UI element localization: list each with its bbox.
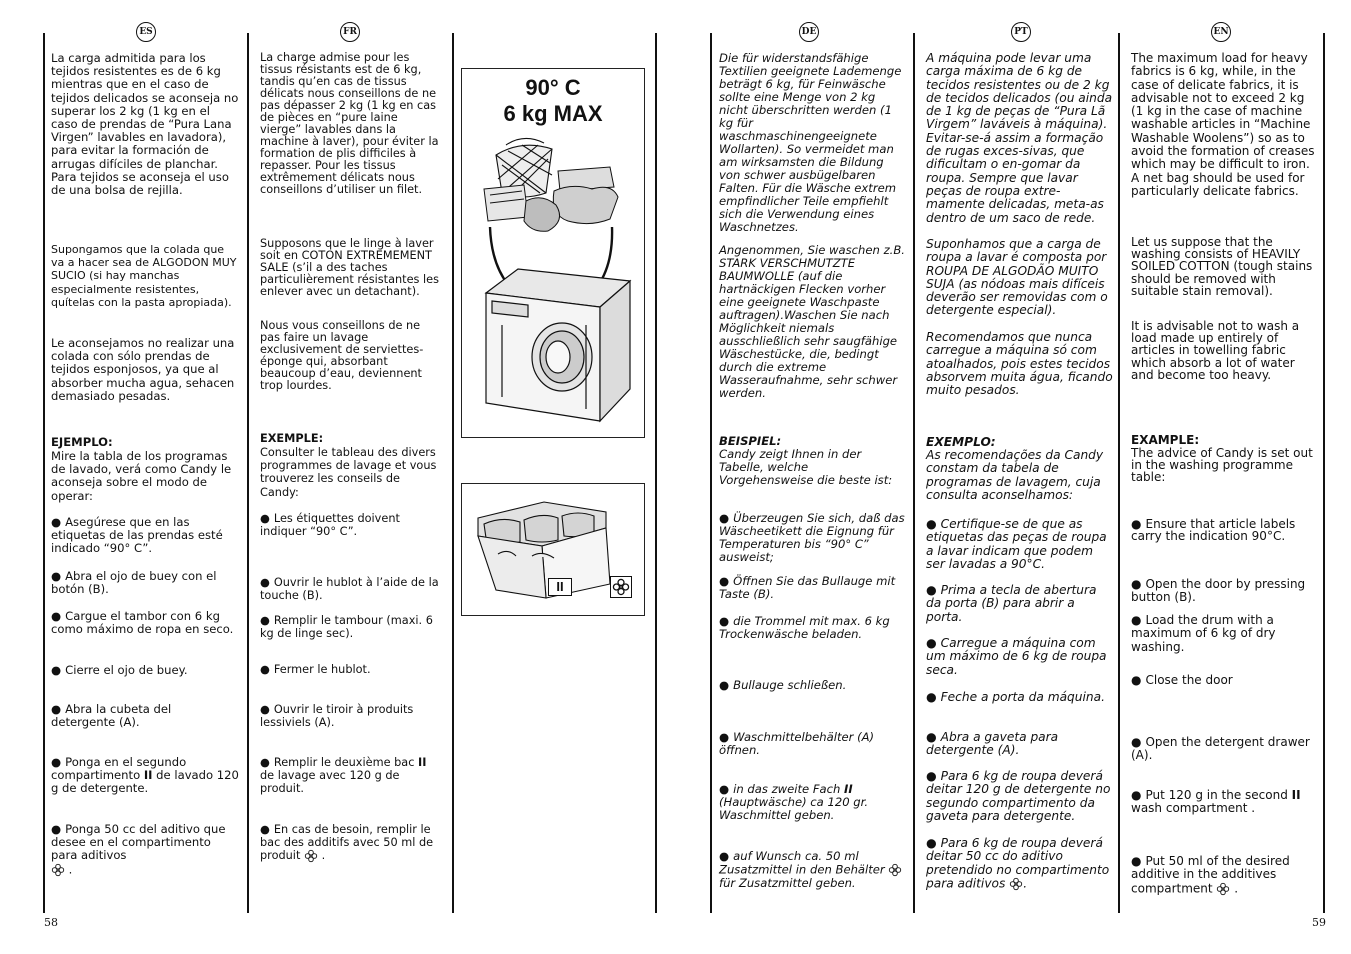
detergent-drawer-figure: [461, 483, 645, 616]
de-step-5: ● Waschmittelbehälter (A) öffnen.: [719, 731, 905, 757]
de-step-7-end: für Zusatzmittel geben.: [719, 876, 856, 890]
flower-icon: [611, 577, 631, 597]
pt-step-6: ● Para 6 kg de roupa deverá deitar 120 g de detergente no segundo compartimento da gaveta para detergente.: [926, 770, 1114, 823]
de-step-7: [719, 850, 905, 890]
es-step-7-end: .: [65, 862, 73, 877]
flower-additive-icon: [1216, 882, 1230, 896]
pt-step-3: ● Carregue a máquina com um máximo de 6 kg de roupa seca.: [926, 637, 1114, 677]
page-number-left: 58: [44, 916, 58, 929]
de-step-6: [719, 783, 905, 822]
language-badge-es: ES: [136, 22, 156, 42]
fr-step-6-a: Remplir le deuxième bac: [273, 756, 419, 769]
pt-step-7-text: Para 6 kg de roupa deverá deitar 50 cc do aditivo pretendido no compartimento para aditivos: [926, 836, 1110, 891]
language-badge-fr: FR: [340, 22, 360, 42]
es-step-6-c: de lavado 120 g de detergente.: [51, 768, 239, 796]
en-step-6: [1131, 789, 1315, 816]
en-step-6-c: wash compartment .: [1131, 801, 1256, 816]
es-step-7-text: Ponga 50 cc del aditivo que desee en el compartimento para aditivos: [51, 822, 226, 863]
es-example-intro: Mire la tabla de los programas de lavado, verá como Candy le aconseja sobre el modo de operar:: [51, 449, 232, 503]
column-divider: [655, 33, 657, 913]
es-step-6: [51, 756, 239, 796]
en-step-7: [1131, 855, 1315, 896]
pt-step-7-end: .: [1023, 876, 1028, 891]
additive-compartment-icon: [610, 576, 632, 598]
de-example-heading: BEISPIEL:: [719, 434, 782, 448]
column-divider: [43, 33, 45, 913]
es-soiled-paragraph: Supongamos que la colada que va a hacer sea de ALGODON MUY SUCIO (si hay manchas especialmente resistentes, quítelas con la pasta apropiada).: [51, 243, 237, 309]
de-step-2: ● Öffnen Sie das Bullauge mit Taste (B).: [719, 575, 905, 601]
de-step-1: ● Überzeugen Sie sich, daß das Wäscheetikett die Eignung für Temperaturen bis “90° C” ausweist;: [719, 512, 905, 564]
page-number-right: 59: [1312, 916, 1326, 929]
column-divider: [1118, 33, 1120, 913]
de-example-intro: Candy zeigt Ihnen in der Tabelle, welche Vorgehensweise die beste ist:: [719, 447, 893, 487]
fr-soiled-paragraph: Supposons que le linge à laver soit en COTON EXTREMEMENT SALE (s’il a des taches particulièrement résistantes les enlever avec un detachant).: [260, 237, 439, 298]
language-badge-en: EN: [1211, 22, 1231, 42]
fr-step-1: ● Les étiquettes doivent indiquer “90° C”.: [260, 512, 442, 538]
en-step-6-a: Put 120 g in the second: [1145, 788, 1292, 802]
compartment-numeral: II: [1291, 788, 1301, 802]
de-soiled-paragraph: Angenommen, Sie waschen z.B. STARK VERSCHMUTZTE BAUMWOLLE (auf die hartnäckigen Flecken vorher eine geeignete Waschpaste auftragen).Waschen Sie nach Möglichkeit niemals ausschließlich sehr saugfähige Wäschestücke, die, bedingt durch die extreme Wasseraufnahme, sehr schwer werden.: [719, 243, 905, 400]
de-step-6-c: (Hauptwäsche) ca 120 gr. Waschmittel geben.: [719, 795, 869, 822]
fr-step-7-end: .: [317, 849, 326, 863]
de-step-6-a: in das zweite Fach: [733, 782, 845, 796]
pt-step-2: ● Prima a tecla de abertura da porta (B) para abrir a porta.: [926, 584, 1114, 624]
flower-additive-icon: [1009, 877, 1023, 891]
language-badge-de: DE: [799, 22, 819, 42]
pt-example-heading: EXEMPLO:: [926, 435, 996, 449]
en-example-intro: The advice of Candy is set out in the washing programme table:: [1131, 446, 1313, 484]
fr-example-heading: EXEMPLE:: [260, 432, 324, 445]
en-step-7-end: .: [1230, 881, 1239, 896]
fr-step-2: ● Ouvrir le hublot à l’aide de la touche (B).: [260, 576, 442, 602]
en-step-7-text: Put 50 ml of the desired additive in the additives compartment: [1131, 854, 1290, 896]
fr-step-4: ● Fermer le hublot.: [260, 664, 442, 676]
fr-step-7-text: En cas de besoin, remplir le bac des additifs avec 50 ml de produit: [260, 823, 434, 863]
es-step-4: ● Cierre el ojo de buey.: [51, 664, 239, 677]
en-step-5: ● Open the detergent drawer (A).: [1131, 736, 1315, 763]
es-step-3: ● Cargue el tambor con 6 kg como máximo de ropa en seco.: [51, 610, 239, 636]
laundry-and-machine-illustration: [462, 135, 644, 435]
es-load-paragraph: La carga admitida para los tejidos resistentes es de 6 kg mientras que en el caso de tejidos delicados se aconseja no superar los 2 kg (1 kg en el caso de prendas de “Pura Lana Virgen” lavables en lavadora), para evitar la formación de arrugas difíciles de planchar. Para tejidos se aconseja el uso de una bolsa de rejilla.: [51, 51, 239, 198]
column-divider: [452, 33, 454, 913]
fr-towel-paragraph: Nous vous conseillons de ne pas faire un lavage exclusivement de serviettes-éponge qui, absorbant beaucoup d’eau, deviennent trop lourdes.: [260, 319, 424, 392]
column-divider: [1323, 33, 1325, 913]
es-step-6-a: Ponga en el segundo compartimento: [51, 755, 187, 783]
pt-soiled-paragraph: Suponhamos que a carga de roupa a lavar é composta por ROUPA DE ALGODÃO MUITO SUJA (as nódoas mais difíceis deverão ser removidas com o detergente especial).: [926, 237, 1108, 318]
flower-additive-icon: [51, 863, 65, 877]
de-load-paragraph: Die für widerstandsfähige Textilien geeignete Lademenge beträgt 6 kg, für Feinwäsche sollte eine Menge von 2 kg nicht überschritten werden (1 kg für waschmaschinengeeignete Wollarten). So vermeidet man am wirksamsten die Bildung von schwer ausbügelbaren Falten. Für die Wäsche extrem empfindlicher Teile empfiehlt sich die Verwendung eines Waschnetzes.: [719, 51, 902, 234]
es-step-5: ● Abra la cubeta del detergente (A).: [51, 703, 239, 729]
en-step-1: ● Ensure that article labels carry the indication 90°C.: [1131, 518, 1315, 542]
en-step-3: ● Load the drum with a maximum of 6 kg of dry washing.: [1131, 614, 1315, 654]
en-step-2: ● Open the door by pressing button (B).: [1131, 578, 1315, 605]
washing-machine-figure: [461, 68, 645, 438]
flower-additive-icon: [304, 849, 318, 863]
column-divider: [710, 33, 712, 913]
compartment-numeral: II: [418, 756, 427, 769]
fr-step-6-c: de lavage avec 120 g de produit.: [260, 769, 400, 796]
en-step-4: ● Close the door: [1131, 674, 1315, 687]
pt-step-7: [926, 837, 1114, 891]
en-soiled-paragraph: Let us suppose that the washing consists of HEAVILY SOILED COTTON (tough stains should be removed with suitable stain removal).: [1131, 235, 1313, 298]
compartment-numeral: II: [844, 782, 853, 796]
es-towel-paragraph: Le aconsejamos no realizar una colada con sólo prendas de tejidos esponjosos, ya que al absorber mucha agua, sehacen demasiado pesadas.: [51, 336, 235, 403]
es-step-7: [51, 823, 239, 877]
fr-step-3: ● Remplir le tambour (maxi. 6 kg de linge sec).: [260, 614, 442, 640]
en-towel-paragraph: It is advisable not to wash a load made up entirely of articles in towelling fabric which absorb a lot of water and become too heavy.: [1131, 319, 1300, 382]
fr-step-5: ● Ouvrir le tiroir à produits lessiviels (A).: [260, 703, 442, 729]
compartment-numeral: II: [143, 768, 153, 783]
es-step-1: ● Asegúrese que en las etiquetas de las prendas esté indicado “90° C”.: [51, 516, 239, 556]
figure-max-load: 6 kg MAX: [503, 101, 603, 126]
fr-load-paragraph: La charge admise pour les tissus résistants est de 6 kg, tandis qu’en cas de tissus délicats nous conseillons de ne pas dépasser 2 kg (1 kg en cas de pièces en “pure laine vierge” lavables dans la machine à laver), pour éviter la formation de plis difficiles à repasser. Pour les tissus extrêmement délicats nous conseillons d’utiliser un filet.: [260, 51, 439, 196]
pt-step-4: ● Feche a porta da máquina.: [926, 691, 1114, 704]
pt-step-1: ● Certifique-se de que as etiquetas das peças de roupa a lavar indicam que podem ser lavadas a 90°C.: [926, 518, 1114, 571]
de-step-7-text: auf Wunsch ca. 50 ml Zusatzmittel in den Behälter: [719, 849, 885, 877]
fr-step-6: [260, 756, 442, 796]
language-badge-pt: PT: [1011, 22, 1031, 42]
column-divider: [247, 33, 249, 913]
flower-additive-icon: [888, 863, 902, 877]
es-step-2: ● Abra el ojo de buey con el botón (B).: [51, 570, 239, 596]
en-load-paragraph: The maximum load for heavy fabrics is 6 kg, while, in the case of delicate fabrics, it is advisable not to exceed 2 kg (1 kg in the case of machine washable articles in “Machine Washable Woolens”) so as to avoid the formation of creases which may be difficult to iron. A net bag should be used for particularly delicate fabrics.: [1131, 51, 1315, 198]
en-example-heading: EXAMPLE:: [1131, 433, 1200, 447]
fr-step-7: [260, 823, 442, 863]
fr-example-intro: Consulter le tableau des divers programmes de lavage et vous trouverez les conseils de Candy:: [260, 446, 437, 499]
compartment-ii-label: II: [548, 578, 572, 596]
de-step-4: ● Bullauge schließen.: [719, 679, 905, 692]
pt-step-5: ● Abra a gaveta para detergente (A).: [926, 731, 1114, 758]
pt-example-intro: As recomendações da Candy constam da tabela de programas de lavagem, cuja consulta aconselhamos:: [926, 448, 1104, 502]
es-example-heading: EJEMPLO:: [51, 435, 113, 449]
column-divider: [913, 33, 915, 913]
de-step-3: ● die Trommel mit max. 6 kg Trockenwäsche beladen.: [719, 615, 905, 641]
pt-towel-paragraph: Recomendamos que nunca carregue a máquina só com atoalhados, pois estes tecidos absorvem muita água, ficando muito pesados.: [926, 330, 1113, 398]
pt-load-paragraph: A máquina pode levar uma carga máxima de 6 kg de tecidos resistentes ou de 2 kg de tecidos delicados (ou ainda de 1 kg de peças de “Pura Lã Virgem” laváveis à máquina). Evitar-se-á assim a formação de rugas exces-sivas, que dificultam o en-gomar da roupa. Sempre que lavar peças de roupa extre-mamente delicadas, meta-as dentro de um saco de rede.: [926, 51, 1113, 225]
figure-temperature: 90° C: [525, 75, 581, 100]
